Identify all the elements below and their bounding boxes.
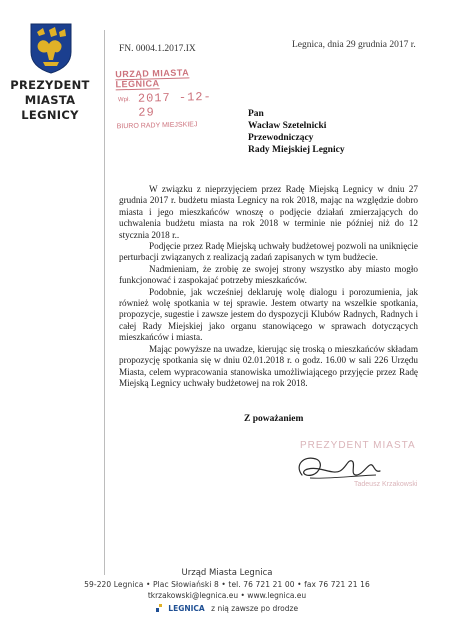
legnica-coat-of-arms-icon [29,22,73,74]
paragraph-5: Mając powyższe na uwadze, kierując się troską o mieszkańców składam propozycję spotkania się w dniu 02.01.2018 r. o godz. 16.00 w sali 226 Urzędu Miasta, celem wypracowania stanowiska umożliwiającego przyjęcie przez Radę Miejską Legnicy uchwały budżetowej na rok 2018. [119,343,418,388]
footer-tagline [0,604,454,613]
paragraph-2: Podjęcie przez Radę Miejską uchwały budżetowej pozwoli na uniknięcie perturbacji związanych z realizacją zadań zapisanych w tym budżecie. [119,241,418,263]
brand-slogan: z nią zawsze po drodze [211,604,299,613]
stamp-department: BIURO RADY MIEJSKIEJ [116,121,198,131]
vertical-divider [104,30,105,575]
stamp-date: 2017 -12- 29 [137,89,212,120]
received-stamp [115,63,221,138]
recipient-title: Przewodniczący [248,133,314,143]
recipient-block [248,108,345,156]
signature-stamp-title: PREZYDENT MIASTA [300,440,416,451]
paragraph-4: Podobnie, jak wcześniej deklaruję wolę dialogu i porozumienia, jak również wolę spotkania w tej sprawie. Jestem otwarty na wszelkie spotkania, propozycje, sugestie i zawsze jestem do dyspozycji Klubów Radnych, Radnych i całej Rady Miejskiej jako organu stanowiącego w sprawach dotyczących mieszkańców i miasta. [119,286,418,343]
legnica-logo-icon [156,604,164,612]
signature-stamp-name: Tadeusz Krzakowski [354,481,418,488]
closing-formula: Z poważaniem [244,414,304,424]
recipient-institution: Rady Miejskiej Legnicy [248,145,345,155]
brand-name: LEGNICA [168,604,205,613]
office-line-2: MIASTA [24,93,76,107]
paragraph-3: Nadmieniam, że zrobię ze swojej strony wszystko aby miasto mogło funkcjonować i zaspokajać potrzeby mieszkańców. [119,263,418,286]
handwritten-signature [290,445,386,485]
paragraph-1: W związku z nieprzyjęciem przez Radę Miejską Legnicy w dniu 27 grudnia 2017 r. budżetu miasta Legnicy na rok 2018, mając na względzie dobro miasta i jego mieszkańców wnoszę o podjęcie działań zmierzających do uchwalenia budżetu miasta na rok 2018 w terminie nie później niż do 12 stycznia 2018 r.. [119,184,418,240]
footer-contacts: tkrzakowski@legnica.eu • www.legnica.eu [147,591,307,600]
letter-body [119,184,418,389]
stamp-wpl: Wpł. [117,96,131,104]
footer-address: 59-220 Legnica • Plac Słowiański 8 • tel. 76 721 21 00 • fax 76 721 21 16 [84,580,370,589]
recipient-salutation: Pan [248,109,264,119]
footer-office: Urząd Miasta Legnica [181,568,273,578]
office-line-1: PREZYDENT [10,78,90,92]
stamp-office: URZĄD MIASTA LEGNICA [115,67,190,90]
reference-number: FN. 0004.1.2017.IX [119,44,196,54]
letter-date: Legnica, dnia 29 grudnia 2017 r. [292,40,416,50]
recipient-name: Wacław Szetelnicki [248,121,327,131]
office-name [0,78,100,123]
office-line-3: LEGNICY [21,108,79,122]
